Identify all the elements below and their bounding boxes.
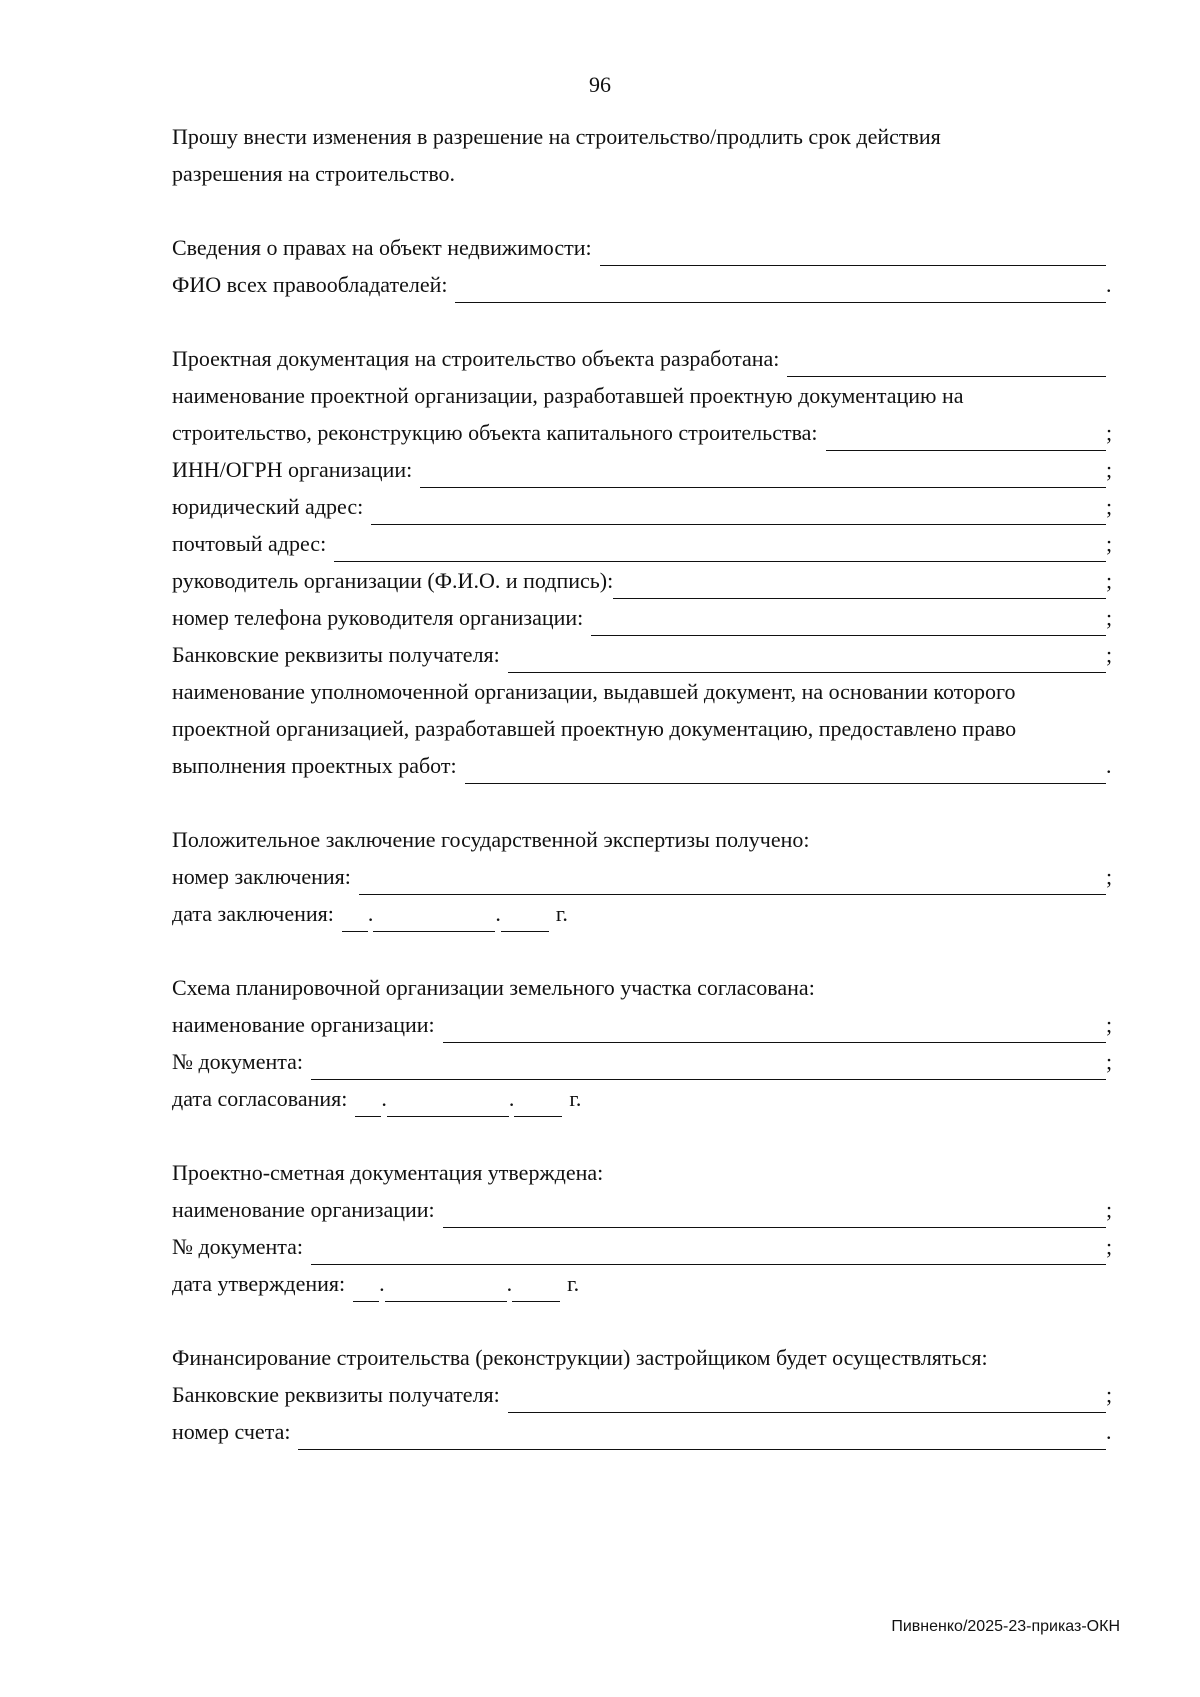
scheme-date-day-field[interactable] bbox=[355, 1090, 381, 1117]
expertise-date-dot-1: . bbox=[367, 901, 374, 926]
financing-heading: Финансирование строительства (реконструкции) застройщиком будет осуществляться: bbox=[172, 1345, 988, 1370]
expertise-date-dot-2: . bbox=[495, 901, 501, 926]
account-label: номер счета: bbox=[172, 1419, 291, 1444]
financing-bank-field[interactable] bbox=[508, 1386, 1106, 1413]
estimate-heading: Проектно-сметная документация утверждена: bbox=[172, 1160, 604, 1185]
postal-address-semicolon: ; bbox=[1106, 531, 1113, 556]
project-org-name-semicolon: ; bbox=[1106, 420, 1113, 445]
inn-row bbox=[172, 451, 1120, 488]
rights-info-field[interactable] bbox=[600, 239, 1106, 266]
project-org-name-field[interactable] bbox=[826, 424, 1106, 451]
estimate-org-semicolon: ; bbox=[1106, 1197, 1113, 1222]
scheme-date-year-suffix: г. bbox=[569, 1086, 582, 1111]
financing-bank-row bbox=[172, 1376, 1120, 1413]
phone-label: номер телефона руководителя организации: bbox=[172, 605, 584, 630]
authorized-label: выполнения проектных работ: bbox=[172, 753, 457, 778]
estimate-date-day-field[interactable] bbox=[353, 1275, 379, 1302]
scheme-date-year-field[interactable] bbox=[514, 1090, 562, 1117]
holders-label: ФИО всех правообладателей: bbox=[172, 272, 448, 297]
expertise-date-month-field[interactable] bbox=[373, 905, 495, 932]
authorized-period: . bbox=[1106, 753, 1112, 778]
scheme-org-row bbox=[172, 1006, 1120, 1043]
rights-info-label: Сведения о правах на объект недвижимости: bbox=[172, 235, 592, 260]
account-field[interactable] bbox=[298, 1423, 1106, 1450]
document-footer-ref: Пивненко/2025-23-приказ-ОКН bbox=[891, 1618, 1120, 1635]
estimate-date-dot-1: . bbox=[379, 1271, 385, 1296]
scheme-date-dot-2: . bbox=[508, 1086, 515, 1111]
holders-period: . bbox=[1106, 272, 1112, 297]
estimate-date-dot-2: . bbox=[506, 1271, 513, 1296]
account-row bbox=[172, 1413, 1120, 1450]
authorized-line-1: наименование уполномоченной организации, выдавшей документ, на основании которого bbox=[172, 679, 1016, 704]
holders-field[interactable] bbox=[455, 276, 1106, 303]
phone-semicolon: ; bbox=[1106, 605, 1113, 630]
inn-label: ИНН/ОГРН организации: bbox=[172, 457, 413, 482]
estimate-date-year-suffix: г. bbox=[567, 1271, 580, 1296]
request-line-1: Прошу внести изменения в разрешение на строительство/продлить срок действия bbox=[172, 124, 941, 149]
request-line-2: разрешения на строительство. bbox=[172, 161, 456, 186]
postal-address-row bbox=[172, 525, 1120, 562]
head-field[interactable] bbox=[613, 572, 1106, 599]
estimate-date-row bbox=[172, 1265, 1120, 1302]
scheme-org-label: наименование организации: bbox=[172, 1012, 435, 1037]
project-org-name-line-1: наименование проектной организации, разработавшей проектную документацию на bbox=[172, 383, 964, 408]
expertise-number-row bbox=[172, 858, 1120, 895]
expertise-date-row bbox=[172, 895, 1120, 932]
expertise-date-label: дата заключения: bbox=[172, 901, 334, 926]
scheme-doc-row bbox=[172, 1043, 1120, 1080]
expertise-date-day-field[interactable] bbox=[342, 905, 368, 932]
project-org-name-label: строительство, реконструкцию объекта капитального строительства: bbox=[172, 420, 818, 445]
scheme-org-semicolon: ; bbox=[1106, 1012, 1113, 1037]
project-org-name-row bbox=[172, 414, 1120, 451]
expertise-heading: Положительное заключение государственной экспертизы получено: bbox=[172, 827, 810, 852]
scheme-doc-field[interactable] bbox=[311, 1053, 1106, 1080]
estimate-doc-row bbox=[172, 1228, 1120, 1265]
postal-address-label: почтовый адрес: bbox=[172, 531, 327, 556]
inn-semicolon: ; bbox=[1106, 457, 1113, 482]
scheme-doc-label: № документа: bbox=[172, 1049, 303, 1074]
expertise-date-year-suffix: г. bbox=[555, 901, 568, 926]
expertise-number-semicolon: ; bbox=[1106, 864, 1113, 889]
legal-address-field[interactable] bbox=[371, 498, 1106, 525]
estimate-doc-label: № документа: bbox=[172, 1234, 303, 1259]
scheme-doc-semicolon: ; bbox=[1106, 1049, 1113, 1074]
legal-address-row bbox=[172, 488, 1120, 525]
legal-address-label: юридический адрес: bbox=[172, 494, 364, 519]
holders-row bbox=[172, 266, 1120, 303]
form-content bbox=[172, 118, 1120, 1450]
estimate-doc-field[interactable] bbox=[311, 1238, 1106, 1265]
estimate-date-year-field[interactable] bbox=[512, 1275, 560, 1302]
expertise-number-label: номер заключения: bbox=[172, 864, 351, 889]
page-number: 96 bbox=[589, 72, 611, 97]
head-row bbox=[172, 562, 1120, 599]
authorized-field[interactable] bbox=[465, 757, 1106, 784]
estimate-org-label: наименование организации: bbox=[172, 1197, 435, 1222]
account-period: . bbox=[1106, 1419, 1112, 1444]
postal-address-field[interactable] bbox=[334, 535, 1106, 562]
project-bank-semicolon: ; bbox=[1106, 642, 1113, 667]
scheme-date-dot-1: . bbox=[381, 1086, 387, 1111]
project-developed-label: Проектная документация на строительство объекта разработана: bbox=[172, 346, 780, 371]
rights-info-row bbox=[172, 229, 1120, 266]
scheme-org-field[interactable] bbox=[443, 1016, 1106, 1043]
phone-field[interactable] bbox=[591, 609, 1106, 636]
authorized-row bbox=[172, 747, 1120, 784]
financing-bank-semicolon: ; bbox=[1106, 1382, 1113, 1407]
head-semicolon: ; bbox=[1106, 568, 1113, 593]
project-developed-field[interactable] bbox=[787, 350, 1106, 377]
scheme-heading: Схема планировочной организации земельного участка согласована: bbox=[172, 975, 815, 1000]
project-bank-field[interactable] bbox=[508, 646, 1106, 673]
scheme-date-label: дата согласования: bbox=[172, 1086, 348, 1111]
project-developed-row bbox=[172, 340, 1120, 377]
estimate-org-field[interactable] bbox=[443, 1201, 1106, 1228]
project-bank-label: Банковские реквизиты получателя: bbox=[172, 642, 500, 667]
expertise-date-year-field[interactable] bbox=[501, 905, 549, 932]
legal-address-semicolon: ; bbox=[1106, 494, 1113, 519]
estimate-date-label: дата утверждения: bbox=[172, 1271, 346, 1296]
estimate-org-row bbox=[172, 1191, 1120, 1228]
scheme-date-row bbox=[172, 1080, 1120, 1117]
estimate-doc-semicolon: ; bbox=[1106, 1234, 1113, 1259]
inn-field[interactable] bbox=[420, 461, 1106, 488]
authorized-line-2: проектной организацией, разработавшей проектную документацию, предоставлено право bbox=[172, 716, 1017, 741]
phone-row bbox=[172, 599, 1120, 636]
head-label: руководитель организации (Ф.И.О. и подпись): bbox=[172, 568, 614, 593]
expertise-number-field[interactable] bbox=[359, 868, 1106, 895]
project-bank-row bbox=[172, 636, 1120, 673]
scheme-date-month-field[interactable] bbox=[387, 1090, 509, 1117]
estimate-date-month-field[interactable] bbox=[385, 1275, 507, 1302]
financing-bank-label: Банковские реквизиты получателя: bbox=[172, 1382, 500, 1407]
